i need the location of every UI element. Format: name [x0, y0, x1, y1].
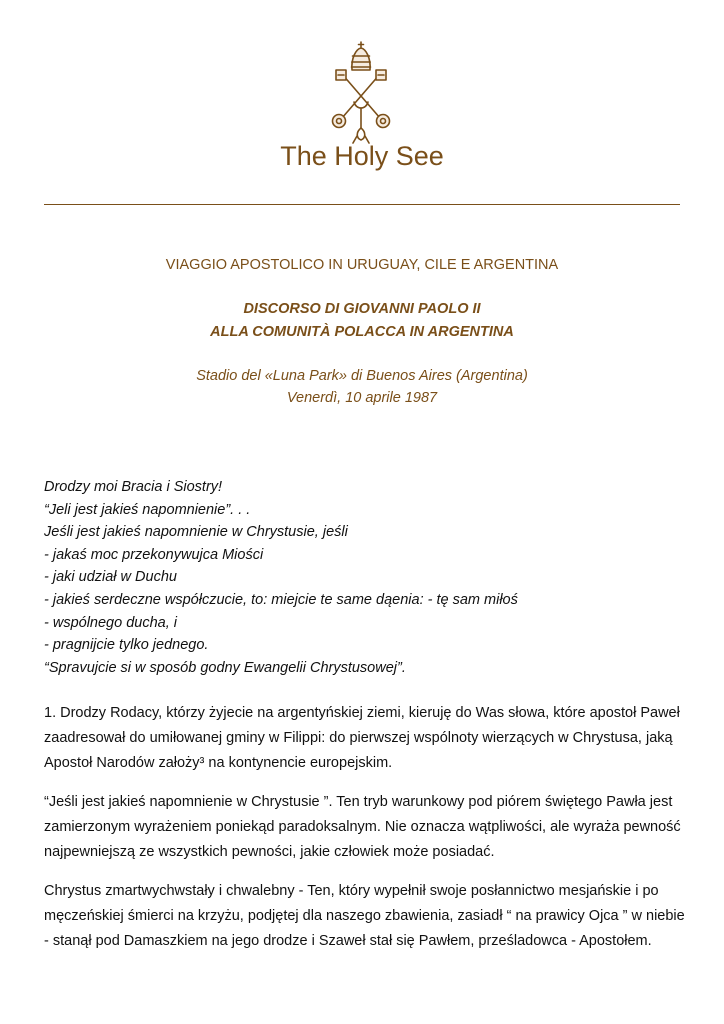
- quote-line: - jakieś serdeczne współczucie, to: miejcie te same dąenia: - tę sam miłoś: [44, 591, 518, 608]
- body-paragraph-2: “Jeśli jest jakieś napomnienie w Chrystusie ”. Ten tryb warunkowy pod piórem świętego Pawła jest zamierzonym wyrażeniem poniekąd paradoksalnym. Nie oznacza wątpliwości, ale wyraża pewność najpewniejszą ze wszystkich pewności, jakie człowiek może posiadać.: [44, 794, 681, 860]
- quote-line: - wspólnego ducha, i: [44, 614, 177, 631]
- body-paragraph-1: 1. Drodzy Rodacy, którzy żyjecie na argentyńskiej ziemi, kieruję do Was słowa, które apostoł Paweł zaadresował do umiłowanej gminy w Filippi: do pierwszej wspólnoty wierzących w Chrystusa, jaką Apostoł Narodów założy³ na kontynencie europejskim.: [44, 705, 680, 771]
- quote-line: - jakaś moc przekonywujca Miości: [44, 546, 264, 563]
- header-divider: [44, 204, 680, 205]
- opening-quote: [44, 476, 684, 679]
- quote-line: Jeśli jest jakieś napomnienie w Chrystusie, jeśli: [44, 524, 348, 541]
- trip-title: VIAGGIO APOSTOLICO IN URUGUAY, CILE E ARGENTINA: [165, 257, 559, 273]
- discourse-title-line-1: DISCORSO DI GIOVANNI PAOLO II: [243, 301, 481, 317]
- event-location: [0, 365, 724, 409]
- site-title[interactable]: The Holy See: [280, 141, 444, 171]
- discourse-title: [0, 298, 724, 344]
- quote-line: “Spravujcie si w sposób godny Ewangelii Chrystusowej”.: [44, 659, 406, 676]
- quote-line: Drodzy moi Bracia i Siostry!: [44, 479, 223, 495]
- event-date: Venerdì, 10 aprile 1987: [286, 390, 438, 406]
- body-paragraph-3: Chrystus zmartwychwstały i chwalebny - Ten, który wypełnił swoje posłannictwo mesjańskie i po męczeńskiej śmierci na krzyżu, podjętej dla naszego zbawienia, zasiadł “ na prawicy Ojca ” w niebie - stanął pod Damaszkiem na jego drodze i Szaweł stał się Pawłem, prześladowca - Apostołem.: [44, 883, 685, 949]
- event-place: Stadio del «Luna Park» di Buenos Aires (Argentina): [196, 368, 528, 384]
- quote-line: - jaki udział w Duchu: [44, 569, 177, 586]
- papal-keys-tiara-icon: [318, 40, 404, 144]
- discourse-title-line-2: ALLA COMUNITÀ POLACCA IN ARGENTINA: [210, 324, 514, 340]
- quote-line: - pragnijcie tylko jednego.: [44, 637, 209, 654]
- quote-line: “Jeli jest jakieś napomnienie”. . .: [44, 501, 251, 518]
